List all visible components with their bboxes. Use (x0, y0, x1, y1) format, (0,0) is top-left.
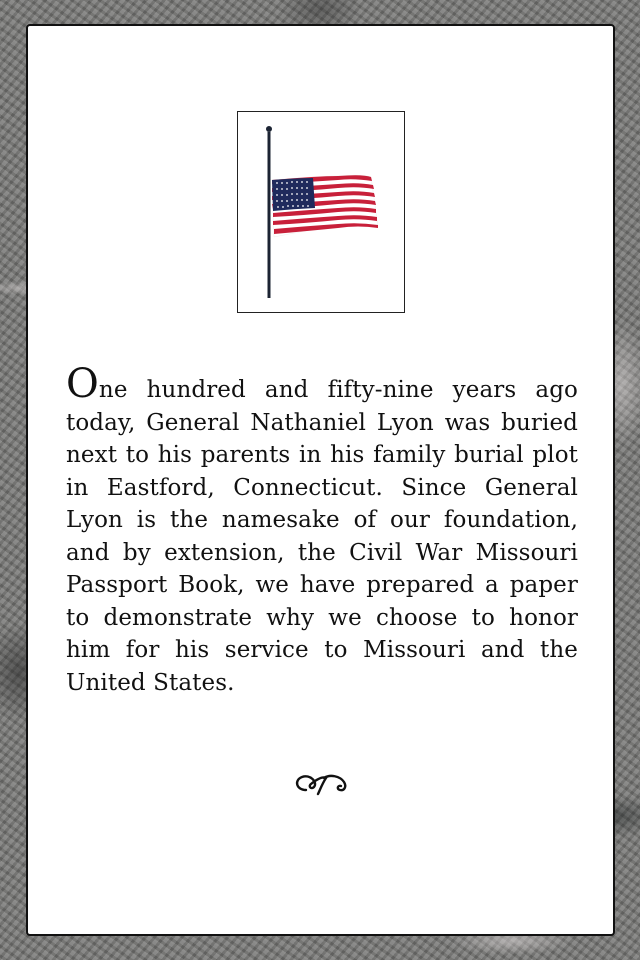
post-card (26, 24, 615, 936)
flourish-ornament-icon (290, 768, 354, 798)
half-mast-flag-icon (238, 112, 404, 312)
paragraph-text: ne hundred and fifty-nine years ago today, General Nathaniel Lyon was buried next to his parents in his family burial plot in Eastford, Connecticut. Since General Lyon is the namesake of our foundation, and by extension, the Civil War Missouri Passport Book, we have prepared a paper to demonstrate why we choose to honor him for his service to Missouri and the United States. (66, 377, 578, 696)
flag-image-frame (237, 111, 405, 313)
drop-cap: O (66, 361, 99, 407)
tribute-paragraph (66, 361, 578, 699)
